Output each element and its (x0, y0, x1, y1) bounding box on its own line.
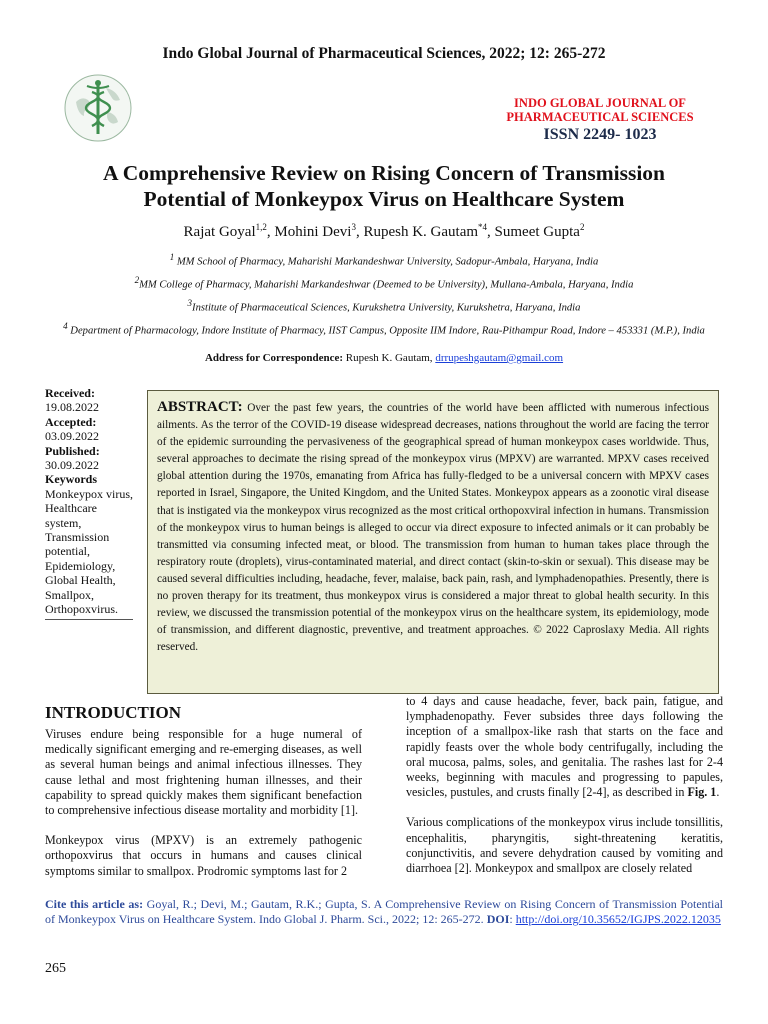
article-title (40, 160, 728, 212)
caduceus-globe-icon (62, 72, 134, 144)
author-affiliation-mark: 3 (351, 222, 356, 232)
keywords-list: Monkeypox virus, Healthcare system, Transmission potential, Epidemiology, Global Health, Smallpox, Orthopoxvirus. (45, 487, 133, 620)
doi-link[interactable]: http://doi.org/10.35652/IGJPS.2022.12035 (515, 912, 721, 926)
citation-block (45, 897, 723, 927)
correspondence-name: Rupesh K. Gautam, (343, 352, 436, 364)
affiliation-4 (30, 320, 738, 338)
paragraph (406, 694, 723, 800)
citation-text: Goyal, R.; Devi, M.; Gautam, R.K.; Gupta, S. A Comprehensive Review on Rising Concern of Transmission Potential of Monkeypox Virus on Healthcare System. Indo Global J. Pharm. Sci., 2022; 12: 265-272. (45, 897, 723, 926)
page-number: 265 (45, 961, 66, 976)
paragraph: Monkeypox virus (MPXV) is an extremely pathogenic orthopoxvirus that occurs in humans and causes clinical symptoms similar to smallpox. Prodromic symptoms last for 2 (45, 833, 362, 878)
brand-line-1: INDO GLOBAL JOURNAL OF (514, 96, 686, 110)
affiliation-text: MM School of Pharmacy, Maharishi Markandeshwar University, Sadopur-Ambala, Haryana, India (174, 256, 599, 268)
abstract-text: Over the past few years, the countries of the world have been afflicted with numerous infectious ailments. As the terror of the COVID-19 disease widespread decreases, nations throughout the world are facing the terror of the epidemic surrounding the pervasiveness of the geographical spread of human monkeypox cases worldwide. Thus, several approaches to decimate the rising spread of the monkeypox virus (MPXV) are warranted. MPXV cases received global attention during the 1970s, emanating from Africa has fully-fledged to be a universal concern with MPXV cases reported in Israel, Singapore, the United Kingdom, and the United States. Monkeypox appears as a zoonotic viral disease that is instigated via the monkeypox virus recognized as the most critical orthopoxviral infection in humans. Transmission of the monkeypox virus to human beings is alleged to occur via direct exposure to infected animals or it can probably be transmitted via consuming infected meat, or blood. The transmission from human to human takes place through the respiratory route (droplets), virus-contaminated material, and direct contact (skin-to-skin or sexual). This disease may be caused several difficulties including, headache, fever, malaise, back pain, rash, and lymphadenopathies. Presently, there is no proven therapy for its treatment, thus monkeypox virus is considered a major threat to global health security. In this review, we discussed the transmission potential of the monkeypox virus on the healthcare system, its epidemiology, mode of transmission, and different diagnostic, preventive, and treatment approaches. © 2022 Caproslaxy Media. All rights reserved. (157, 402, 709, 654)
article-info-sidebar (45, 386, 137, 620)
accepted-label: Accepted: (45, 414, 97, 429)
title-line-2: Potential of Monkeypox Virus on Healthcare System (143, 187, 625, 211)
journal-header: Indo Global Journal of Pharmaceutical Sciences, 2022; 12: 265-272 (162, 45, 606, 62)
correspondence-label: Address for Correspondence: (204, 352, 344, 364)
author-name: Mohini Devi (274, 224, 352, 240)
affiliation-mark: 4 (63, 321, 68, 331)
author-list (0, 222, 768, 241)
affiliation-text: MM College of Pharmacy, Maharishi Markandeshwar (Deemed to be University), Mullana-Ambala, Haryana, India (139, 279, 634, 291)
affiliation-2 (30, 274, 738, 292)
paragraph-text: to 4 days and cause headache, fever, back pain, fatigue, and lymphadenopathy. Fever subsides three days following the inception of a smallpox-like rash that starts on the face and rapidly feasts over the whole body centrifugally, including the oral mucosa, palms, soles, and genitalia. The rashes last for 2-4 weeks, beginning with macules and progressing to papules, vesicles, pustules, and crusts finally [2-4], as described in (406, 694, 723, 800)
author-affiliation-mark: *4 (478, 222, 488, 232)
brand-line-2: PHARMACEUTICAL SCIENCES (506, 110, 694, 124)
doi-separator: : (509, 912, 516, 926)
affiliation-text: Institute of Pharmaceutical Sciences, Kurukshetra University, Kurukshetra, Haryana, India (192, 302, 581, 314)
published-label: Published: (45, 443, 100, 458)
author-separator: , (266, 224, 275, 240)
paragraph-text-end: . (716, 785, 720, 800)
affiliation-mark: 3 (187, 298, 193, 308)
body-column-right (406, 694, 723, 876)
affiliation-mark: 1 (169, 252, 175, 262)
abstract-heading: ABSTRACT: (157, 399, 243, 415)
affiliation-3 (30, 297, 738, 315)
body-column-left (45, 704, 362, 879)
correspondence-email-link[interactable]: drrupeshgautam@gmail.com (435, 352, 564, 364)
abstract-box (147, 390, 719, 694)
published-date: 30.09.2022 (45, 458, 99, 473)
author-separator: , (355, 224, 364, 240)
citation-label: Cite this article as: (45, 897, 144, 911)
author-separator: , (487, 224, 495, 240)
author-name: Sumeet Gupta (494, 224, 580, 240)
author-affiliation-mark: 1,2 (255, 222, 267, 232)
doi-label: DOI (486, 912, 510, 926)
figure-reference-link[interactable]: Fig. 1 (687, 785, 717, 800)
author-affiliation-mark: 2 (579, 222, 585, 232)
paragraph: Viruses endure being responsible for a huge numeral of medically significant emerging and re-emerging diseases, as well as several human beings and animal infectious illnesses. They cause lethal and most frightening human illnesses, and their capability to spread quickly makes them significant benefaction to comprehensive infectious disease mortality and morbidity [1]. (45, 727, 362, 818)
affiliation-mark: 2 (134, 275, 140, 285)
paragraph: Various complications of the monkeypox virus include tonsillitis, encephalitis, pharyngitis, sight-threatening keratitis, conjunctivitis, and severe dehydration caused by vomiting and diarrhoea [2]. Monkeypox and smallpox are closely related (406, 815, 723, 876)
received-label: Received: (45, 386, 95, 400)
affiliation-text: Department of Pharmacology, Indore Institute of Pharmacy, IIST Campus, Opposite IIM Indore, Rau-Pithampur Road, Indore – 453331 (M.P.), India (67, 325, 705, 337)
keywords-label: Keywords (45, 472, 97, 487)
correspondence (0, 352, 768, 364)
issn: ISSN 2249- 1023 (543, 126, 657, 143)
section-heading-introduction: INTRODUCTION (45, 703, 182, 722)
affiliation-1 (30, 251, 738, 269)
author-name: Rupesh K. Gautam (363, 224, 479, 240)
title-line-1: A Comprehensive Review on Rising Concern of Transmission (102, 161, 665, 185)
accepted-date: 03.09.2022 (45, 429, 99, 444)
author-name: Rajat Goyal (183, 224, 256, 240)
received-date: 19.08.2022 (45, 400, 99, 415)
journal-brand (480, 96, 720, 144)
